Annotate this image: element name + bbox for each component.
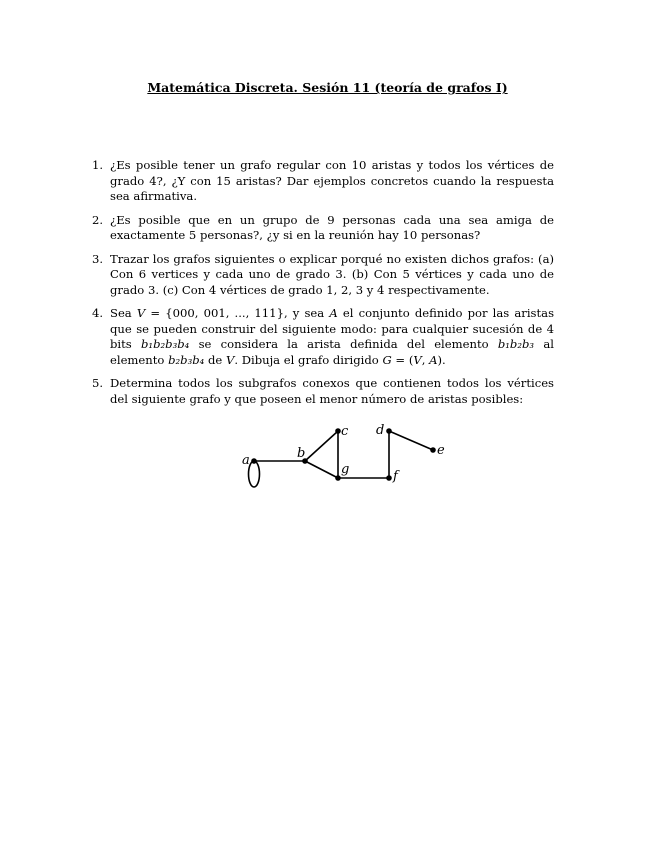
vertex-d: [386, 428, 392, 434]
math-var: b₂b₃b₄: [168, 352, 205, 367]
vertex-label-f: f: [393, 469, 398, 484]
vertex-label-c: c: [341, 424, 349, 439]
graph-figure: [232, 416, 452, 496]
math-var: A: [429, 352, 438, 367]
math-var: b₁b₂b₃b₄: [141, 337, 190, 351]
page-title: [0, 80, 655, 95]
graph-svg: [232, 416, 452, 496]
text-segment: = (: [391, 352, 414, 367]
vertex-label-a: a: [242, 453, 250, 468]
problem-number: 2.: [92, 212, 104, 227]
math-var: b₁b₂b₃: [497, 337, 535, 351]
text-segment: al elemento: [110, 337, 554, 367]
vertex-f: [386, 475, 392, 481]
vertex-c: [335, 428, 341, 434]
problem-number: 4.: [92, 306, 104, 320]
vertex-label-g: g: [341, 462, 350, 477]
edge-d-e: [389, 431, 433, 450]
text-segment: el conjunto definido por las aristas que se pueden construir del siguiente modo: para cualquier sucesión de 4 bits: [110, 306, 555, 351]
vertex-label-e: e: [437, 443, 445, 458]
edge-b-c: [305, 431, 338, 461]
problem-number: 1.: [92, 158, 104, 172]
problem-text: ¿Es posible que en un grupo de 9 personas cada una sea amiga de exactamente 5 personas?, ¿y si en la reunión hay 10 personas?: [110, 212, 554, 242]
vertex-e: [430, 447, 436, 453]
math-var: V: [413, 352, 422, 367]
problem-5: [92, 376, 554, 407]
loop-a: [249, 461, 260, 487]
text-segment: se considera la arista definida del elemento: [189, 337, 498, 351]
vertex-g: [335, 475, 341, 481]
problem-text: [110, 306, 554, 367]
vertex-label-b: b: [297, 446, 306, 461]
text-segment: de: [204, 352, 226, 367]
vertex-label-d: d: [376, 423, 385, 438]
problem-3: [92, 252, 554, 299]
text-segment: . Dibuja el grafo dirigido: [234, 352, 383, 367]
math-var: V: [136, 306, 146, 320]
problem-text: ¿Es posible tener un grafo regular con 10 aristas y todos los vértices de grado 4?, ¿Y con 15 aristas? Dar ejemplos concretos cuando la respuesta sea afirmativa.: [110, 158, 554, 203]
title-text: Matemática Discreta. Sesión 11 (teoría de grafos I): [147, 80, 508, 95]
problem-number: 3.: [92, 251, 104, 266]
problem-text: Determina todos los subgrafos conexos que contienen todos los vértices del siguiente grafo y que poseen el menor número de aristas posibles:: [110, 376, 554, 406]
problem-text: Trazar los grafos siguientes o explicar porqué no existen dichos grafos: (a) Con 6 vertices y cada uno de grado 3. (b) Con 5 vértices y cada uno de grado 3. (c) Con 4 vértices de grado 1, 2, 3 y 4 respectivamente.: [110, 251, 554, 297]
problem-1: [92, 158, 554, 205]
problem-4: [92, 306, 554, 368]
math-var: A: [329, 306, 338, 320]
vertex-a: [251, 458, 257, 464]
math-var: G: [382, 352, 392, 367]
problem-number: 5.: [92, 376, 104, 390]
math-var: V: [225, 352, 235, 367]
problem-list: [92, 158, 554, 415]
text-segment: ).: [437, 352, 446, 367]
text-segment: ,: [421, 352, 430, 367]
problem-2: [92, 213, 554, 244]
text-segment: , y sea: [283, 306, 330, 320]
text-segment: Sea: [110, 306, 137, 320]
math-set: = {000, 001, ..., 111}: [145, 306, 284, 320]
edge-b-g: [305, 461, 338, 478]
